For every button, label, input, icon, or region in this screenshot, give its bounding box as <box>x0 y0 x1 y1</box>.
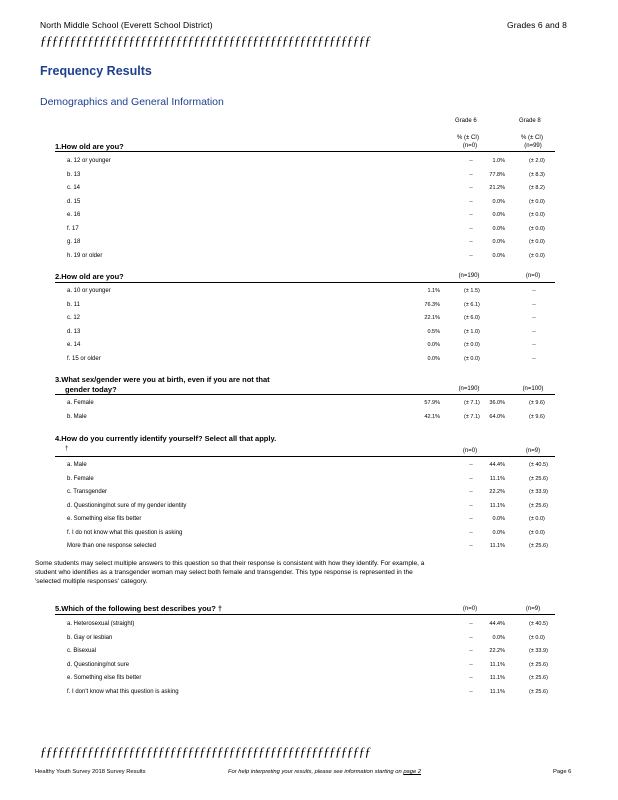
grade8-ci: (± 25.6) <box>529 503 548 509</box>
grade6-ci: (± 6.1) <box>464 302 480 308</box>
answer-option-label: e. 14 <box>67 342 81 348</box>
footer-survey-name: Healthy Youth Survey 2018 Survey Results <box>35 769 146 775</box>
grade6-percent: -- <box>469 503 473 509</box>
answer-option-label: e. Something else fits better <box>67 516 142 522</box>
col-grade6: Grade 6 <box>455 118 477 124</box>
answer-option-label: c. Bisexual <box>67 648 97 654</box>
q4-divider <box>55 456 555 457</box>
grade6-percent: 0.0% <box>427 356 440 362</box>
grade8-percent: 11.1% <box>489 662 505 668</box>
grade8-ci: (± 0.0) <box>529 253 545 259</box>
q4-dagger: † <box>65 446 69 452</box>
grade8-percent: 11.1% <box>489 543 505 549</box>
answer-option-label: b. Female <box>67 476 94 482</box>
question-5: 5.Which of the following best describes you? † <box>55 604 223 613</box>
answer-option-label: g. 18 <box>67 239 81 245</box>
grade8-ci: (± 9.6) <box>529 400 545 406</box>
grade6-percent: -- <box>469 635 473 641</box>
col-grade6-pct: % (± CI) <box>457 135 479 141</box>
answer-option-label: b. Male <box>67 414 87 420</box>
q1-n-grade8: (n=99) <box>524 143 542 149</box>
grade8-percent: 22.2% <box>489 489 505 495</box>
grade6-percent: -- <box>469 158 473 164</box>
answer-option-label: b. Gay or lesbian <box>67 635 113 641</box>
answer-option-label: b. 11 <box>67 302 80 308</box>
grade8-ci: (± 0.0) <box>529 239 545 245</box>
grade8-ci: (± 40.5) <box>529 621 548 627</box>
grade8-ci: (± 9.6) <box>529 414 545 420</box>
answer-option-label: d. Questioning/not sure of my gender identity <box>67 503 187 509</box>
answer-option-label: d. 15 <box>67 199 81 205</box>
grade6-percent: -- <box>469 253 473 259</box>
grade6-percent: -- <box>469 185 473 191</box>
grade8-percent: -- <box>532 329 536 335</box>
note-line-3: 'selected multiple responses' category. <box>35 578 148 585</box>
grade6-percent: -- <box>469 199 473 205</box>
q1-n-grade6: (n=0) <box>462 143 478 149</box>
grade8-ci: (± 33.9) <box>529 648 548 654</box>
answer-option-label: d. Questioning/not sure <box>67 662 130 668</box>
grade8-percent: 0.0% <box>492 635 505 641</box>
col-grade8: Grade 8 <box>519 118 541 124</box>
q3-divider <box>55 394 555 395</box>
grade6-ci: (± 0.0) <box>464 356 480 362</box>
grade8-percent: 1.0% <box>492 158 505 164</box>
grade6-percent: -- <box>469 462 473 468</box>
grade6-percent: -- <box>469 476 473 482</box>
grade6-percent: -- <box>469 675 473 681</box>
question-4: 4.How do you currently identify yourself? Select all that apply. <box>55 434 277 443</box>
answer-option-label: c. 12 <box>67 315 81 321</box>
question-2: 2.How old are you? <box>55 272 124 281</box>
school-name: North Middle School (Everett School District) <box>40 20 213 30</box>
q4-n-grade6: (n=0) <box>462 448 478 454</box>
answer-option-label: a. Female <box>67 400 94 406</box>
grade6-percent: -- <box>469 226 473 232</box>
grade6-percent: -- <box>469 543 473 549</box>
grade8-percent: 0.0% <box>492 530 505 536</box>
grade8-percent: -- <box>532 302 536 308</box>
page-title: Frequency Results <box>40 64 152 78</box>
grade6-percent: -- <box>469 662 473 668</box>
section-subtitle: Demographics and General Information <box>40 96 224 108</box>
answer-option-label: f. 17 <box>67 226 79 232</box>
col-grade8-pct: % (± CI) <box>521 135 543 141</box>
grade8-ci: (± 40.5) <box>529 462 548 468</box>
answer-option-label: f. 15 or older <box>67 356 101 362</box>
grade8-percent: 0.0% <box>492 212 505 218</box>
grade8-ci: (± 25.6) <box>529 662 548 668</box>
grade8-percent: 44.4% <box>489 462 505 468</box>
answer-option-label: a. 12 or younger <box>67 158 111 164</box>
answer-option-label: a. 10 or younger <box>67 288 111 294</box>
grade6-ci: (± 1.0) <box>464 329 480 335</box>
grade8-ci: (± 0.0) <box>529 530 545 536</box>
answer-option-label: a. Heterosexual (straight) <box>67 621 135 627</box>
grades-label: Grades 6 and 8 <box>507 20 567 30</box>
grade8-ci: (± 33.9) <box>529 489 548 495</box>
grade8-ci: (± 0.0) <box>529 212 545 218</box>
grade6-ci: (± 7.1) <box>464 414 480 420</box>
grade8-percent: 11.1% <box>489 689 505 695</box>
answer-option-label: c. 14 <box>67 185 81 191</box>
grade6-percent: 0.0% <box>427 342 440 348</box>
page-link[interactable]: page 2 <box>403 769 422 775</box>
grade8-percent: 0.0% <box>492 226 505 232</box>
grade6-percent: -- <box>469 530 473 536</box>
grade8-percent: -- <box>532 315 536 321</box>
answer-option-label: e. Something else fits better <box>67 675 142 681</box>
ornament-bottom: ƒƒƒƒƒƒƒƒƒƒƒƒƒƒƒƒƒƒƒƒƒƒƒƒƒƒƒƒƒƒƒƒƒƒƒƒƒƒƒƒƒƒƒƒƒƒƒƒƒƒƒƒƒƒƒƒ <box>40 744 371 759</box>
grade8-ci: (± 0.0) <box>529 635 545 641</box>
answer-option-label: e. 16 <box>67 212 81 218</box>
q3-n-grade8: (n=100) <box>522 386 544 392</box>
grade6-percent: -- <box>469 489 473 495</box>
grade6-percent: -- <box>469 621 473 627</box>
grade6-percent: 1.1% <box>427 288 440 294</box>
grade8-percent: -- <box>532 288 536 294</box>
q2-divider <box>55 282 555 283</box>
note-line-2: student who identifies as a transgender woman may select both female and transgender. This type response is represented in the <box>35 569 413 576</box>
grade8-percent: 77.8% <box>489 172 505 178</box>
grade8-percent: 64.0% <box>489 414 505 420</box>
question-3: 3.What sex/gender were you at birth, even if you are not that <box>55 375 270 384</box>
grade8-percent: 0.0% <box>492 253 505 259</box>
grade6-percent: 57.9% <box>424 400 440 406</box>
q1-divider <box>55 151 555 152</box>
footer-center <box>228 769 421 775</box>
grade6-percent: 0.5% <box>427 329 440 335</box>
grade8-percent: -- <box>532 342 536 348</box>
grade6-percent: -- <box>469 648 473 654</box>
grade8-percent: 0.0% <box>492 199 505 205</box>
answer-option-label: c. Transgender <box>67 489 108 495</box>
grade6-percent: -- <box>469 239 473 245</box>
grade8-percent: 21.2% <box>489 185 505 191</box>
answer-option-label: f. I don't know what this question is asking <box>67 689 179 695</box>
question-1: 1.How old are you? <box>55 142 124 151</box>
answer-option-label: d. 13 <box>67 329 81 335</box>
q3-n-grade6: (n=190) <box>458 386 480 392</box>
grade6-percent: 42.1% <box>424 414 440 420</box>
grade6-percent: -- <box>469 516 473 522</box>
grade6-ci: (± 6.0) <box>464 315 480 321</box>
grade8-percent: 0.0% <box>492 516 505 522</box>
q4-n-grade8: (n=9) <box>525 448 541 454</box>
grade8-ci: (± 0.0) <box>529 516 545 522</box>
grade6-percent: 22.1% <box>424 315 440 321</box>
footer-left <box>35 769 146 775</box>
grade6-percent: -- <box>469 212 473 218</box>
answer-option-label: a. Male <box>67 462 87 468</box>
grade6-ci: (± 1.5) <box>464 288 480 294</box>
grade6-ci: (± 0.0) <box>464 342 480 348</box>
q5-divider <box>55 614 555 615</box>
grade8-percent: 11.1% <box>489 675 505 681</box>
grade8-percent: 36.0% <box>489 400 505 406</box>
grade8-ci: (± 2.0) <box>529 158 545 164</box>
grade8-percent: 44.4% <box>489 621 505 627</box>
grade6-percent: -- <box>469 172 473 178</box>
grade8-percent: 11.1% <box>489 503 505 509</box>
answer-option-label: More than one response selected <box>67 543 157 549</box>
answer-option-label: h. 19 or older <box>67 253 103 259</box>
grade8-percent: 11.1% <box>489 476 505 482</box>
answer-option-label: f. I do not know what this question is asking <box>67 530 183 536</box>
footer-help-text: For help interpreting your results, please see information starting on <box>228 769 402 775</box>
grade8-ci: (± 0.0) <box>529 226 545 232</box>
q5-n-grade8: (n=9) <box>525 606 541 612</box>
grade8-percent: -- <box>532 356 536 362</box>
footer-page-number: Page 6 <box>553 769 572 775</box>
grade6-percent: 76.3% <box>424 302 440 308</box>
grade8-ci: (± 25.6) <box>529 689 548 695</box>
grade8-ci: (± 25.6) <box>529 675 548 681</box>
grade8-ci: (± 0.0) <box>529 199 545 205</box>
grade8-ci: (± 25.6) <box>529 476 548 482</box>
q5-n-grade6: (n=0) <box>462 606 478 612</box>
grade8-ci: (± 8.3) <box>529 172 545 178</box>
grade6-percent: -- <box>469 689 473 695</box>
grade6-ci: (± 7.1) <box>464 400 480 406</box>
grade8-ci: (± 25.6) <box>529 543 548 549</box>
question-3-cont: gender today? <box>65 385 117 394</box>
ornament-top: ƒƒƒƒƒƒƒƒƒƒƒƒƒƒƒƒƒƒƒƒƒƒƒƒƒƒƒƒƒƒƒƒƒƒƒƒƒƒƒƒƒƒƒƒƒƒƒƒƒƒƒƒƒƒƒƒ <box>40 33 371 48</box>
note-line-1: Some students may select multiple answers to this question so that their response is consistent with how they identify. For example, a <box>35 560 425 567</box>
answer-option-label: b. 13 <box>67 172 81 178</box>
grade8-percent: 0.0% <box>492 239 505 245</box>
grade8-ci: (± 8.2) <box>529 185 545 191</box>
q2-n-grade6: (n=190) <box>458 273 480 279</box>
q2-n-grade8: (n=0) <box>525 273 541 279</box>
grade8-percent: 22.2% <box>489 648 505 654</box>
